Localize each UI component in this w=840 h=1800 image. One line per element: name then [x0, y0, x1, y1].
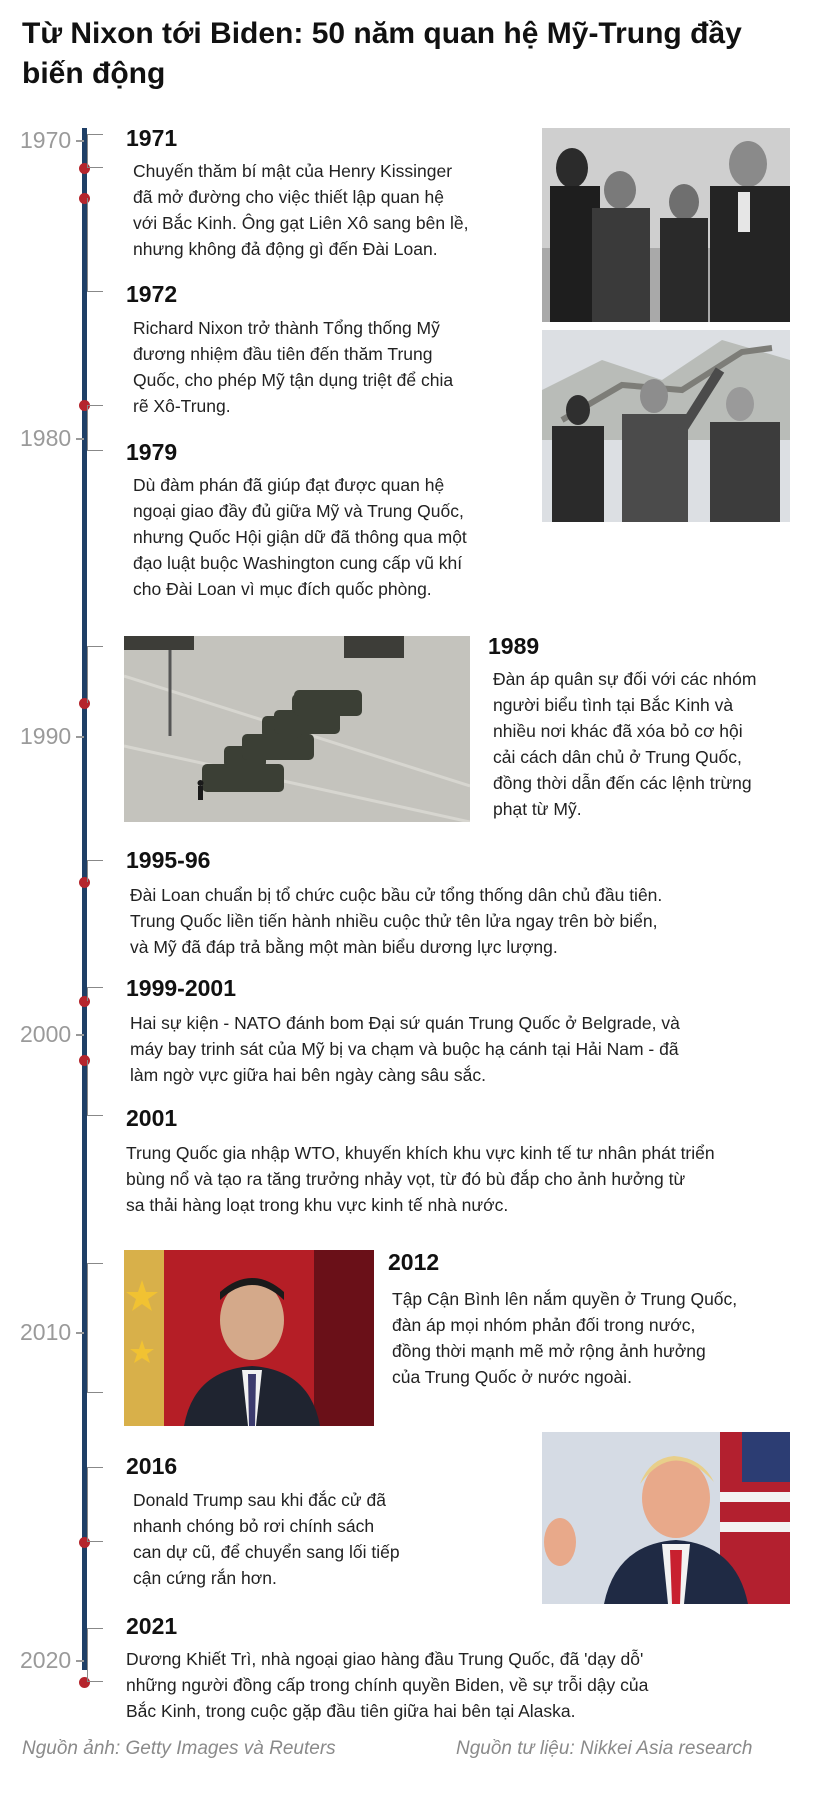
donald-trump-photo: [542, 1432, 790, 1604]
event-line: cho Đài Loan vì mục đích quốc phòng.: [133, 579, 432, 599]
event-text-1971: [133, 158, 533, 262]
event-line: cải cách dân chủ ở Trung Quốc,: [493, 747, 742, 767]
event-line: nhiều nơi khác đã xóa bỏ cơ hội: [493, 721, 743, 741]
event-text-1972: [133, 315, 533, 419]
decade-tick: [76, 736, 84, 738]
event-line: đồng thời dẫn đến các lệnh trừng: [493, 773, 752, 793]
event-year-2012: 2012: [388, 1249, 440, 1275]
event-line: đã mở đường cho việc thiết lập quan hệ: [133, 187, 444, 207]
decade-label-1980: 1980: [20, 425, 72, 451]
page-title: Từ Nixon tới Biden: 50 năm quan hệ Mỹ-Trung đầy biến động: [22, 17, 742, 90]
event-line: của Trung Quốc ở nước ngoài.: [392, 1367, 632, 1387]
event-line: Trung Quốc gia nhập WTO, khuyến khích khu vực kinh tế tư nhân phát triển: [126, 1143, 715, 1163]
event-line: ngoại giao đầy đủ giữa Mỹ và Trung Quốc,: [133, 501, 464, 521]
source-credit: Nguồn tư liệu: Nikkei Asia research: [456, 1738, 753, 1759]
bracket-2012: [87, 1263, 103, 1393]
great-wall-nixon-photo: [542, 330, 790, 522]
bracket-1979: [87, 405, 103, 451]
event-line: nhưng không đả động gì đến Đài Loan.: [133, 239, 438, 259]
event-line: Trung Quốc liền tiến hành nhiều cuộc thử tên lửa ngay trên bờ biển,: [130, 911, 658, 931]
event-year-2021: 2021: [126, 1613, 178, 1639]
kissinger-meeting-photo: [542, 128, 790, 322]
event-line: can dự cũ, để chuyển sang lối tiếp: [133, 1542, 400, 1562]
event-text-2016: [133, 1487, 493, 1591]
bracket-1972: [87, 198, 103, 292]
bracket-1999: [87, 987, 103, 1001]
decade-label-2010: 2010: [20, 1319, 72, 1345]
event-line: nhưng Quốc Hội giận dữ đã thông qua một: [133, 527, 467, 547]
event-text-2001: [126, 1140, 826, 1218]
event-line: Bắc Kinh, trong cuộc gặp đầu tiên giữa hai bên tại Alaska.: [126, 1701, 576, 1721]
event-year-1995-96: 1995-96: [126, 847, 211, 873]
event-line: Chuyến thăm bí mật của Henry Kissinger: [133, 161, 453, 181]
bracket-1995: [87, 860, 103, 882]
decade-tick: [76, 1034, 84, 1036]
event-line: những người đồng cấp trong chính quyền Biden, về sự trỗi dậy của: [126, 1675, 649, 1695]
event-text-1979: [133, 472, 533, 602]
event-year-1999-2001: 1999-2001: [126, 975, 236, 1001]
event-line: nhanh chóng bỏ rơi chính sách: [133, 1516, 375, 1536]
event-line: đàn áp mọi nhóm phản đối trong nước,: [392, 1315, 696, 1335]
event-text-1995-96: [130, 882, 810, 960]
event-line: Đàn áp quân sự đối với các nhóm: [493, 669, 757, 689]
event-text-1999-2001: [130, 1010, 820, 1088]
event-line: Quốc, cho phép Mỹ tận dụng triệt để chia: [133, 370, 454, 390]
event-line: Dương Khiết Trì, nhà ngoại giao hàng đầu Trung Quốc, đã 'dạy dỗ': [126, 1649, 644, 1669]
event-line: Hai sự kiện - NATO đánh bom Đại sứ quán Trung Quốc ở Belgrade, và: [130, 1013, 680, 1033]
decade-label-2020: 2020: [20, 1647, 72, 1673]
event-line: sa thải hàng loạt trong khu vực kinh tế nhà nước.: [126, 1195, 509, 1215]
event-line: với Bắc Kinh. Ông gạt Liên Xô sang bên lề,: [133, 213, 469, 233]
event-line: đương nhiệm đầu tiên đến thăm Trung: [133, 344, 433, 364]
event-line: rẽ Xô-Trung.: [133, 396, 231, 416]
event-line: Đài Loan chuẩn bị tổ chức cuộc bầu cử tổng thống dân chủ đầu tiên.: [130, 885, 663, 905]
event-line: bùng nổ và tạo ra tăng trưởng nhảy vọt, từ đó bù đắp cho ảnh hưởng từ: [126, 1169, 686, 1189]
event-year-1972: 1972: [126, 281, 178, 307]
event-year-2016: 2016: [126, 1453, 178, 1479]
decade-tick: [76, 140, 84, 142]
event-line: Tập Cận Bình lên nắm quyền ở Trung Quốc,: [392, 1289, 738, 1309]
decade-label-2000: 2000: [20, 1021, 72, 1047]
tank-man-photo: [124, 636, 470, 822]
event-line: Richard Nixon trở thành Tổng thống Mỹ: [133, 318, 440, 338]
decade-tick: [76, 1332, 84, 1334]
event-line: người biểu tình tại Bắc Kinh và: [493, 695, 734, 715]
event-text-2021: [126, 1646, 816, 1724]
bracket-1989: [87, 646, 103, 703]
event-text-2012: [392, 1286, 782, 1390]
event-line: đạo luật buộc Washington cung cấp vũ khí: [133, 553, 463, 573]
event-line: phạt từ Mỹ.: [493, 799, 582, 819]
event-text-1989: [493, 666, 813, 822]
bracket-2016: [87, 1467, 103, 1542]
event-line: làm ngờ vực giữa hai bên ngày càng sâu sắc.: [130, 1065, 486, 1085]
decade-label-1970: 1970: [20, 127, 72, 153]
event-line: máy bay trinh sát của Mỹ bị va chạm và buộc hạ cánh tại Hải Nam - đã: [130, 1039, 679, 1059]
event-year-1971: 1971: [126, 125, 178, 151]
decade-tick: [76, 438, 84, 440]
xi-jinping-photo: [124, 1250, 374, 1426]
event-year-1979: 1979: [126, 439, 178, 465]
decade-label-1990: 1990: [20, 723, 72, 749]
event-year-1989: 1989: [488, 633, 540, 659]
photo-credit: Nguồn ảnh: Getty Images và Reuters: [22, 1738, 336, 1759]
event-line: đồng thời mạnh mẽ mở rộng ảnh hưởng: [392, 1341, 706, 1361]
bracket-1971: [87, 134, 103, 168]
event-line: và Mỹ đã đáp trả bằng một màn biểu dương lực lượng.: [130, 937, 558, 957]
bracket-2001: [87, 1060, 103, 1116]
decade-tick: [76, 1660, 84, 1662]
bracket-2021: [87, 1628, 103, 1682]
event-year-2001: 2001: [126, 1105, 178, 1131]
event-line: Dù đàm phán đã giúp đạt được quan hệ: [133, 475, 445, 495]
event-line: cận cứng rắn hơn.: [133, 1568, 277, 1588]
event-line: Donald Trump sau khi đắc cử đã: [133, 1490, 386, 1510]
timeline-axis: [82, 128, 87, 1670]
